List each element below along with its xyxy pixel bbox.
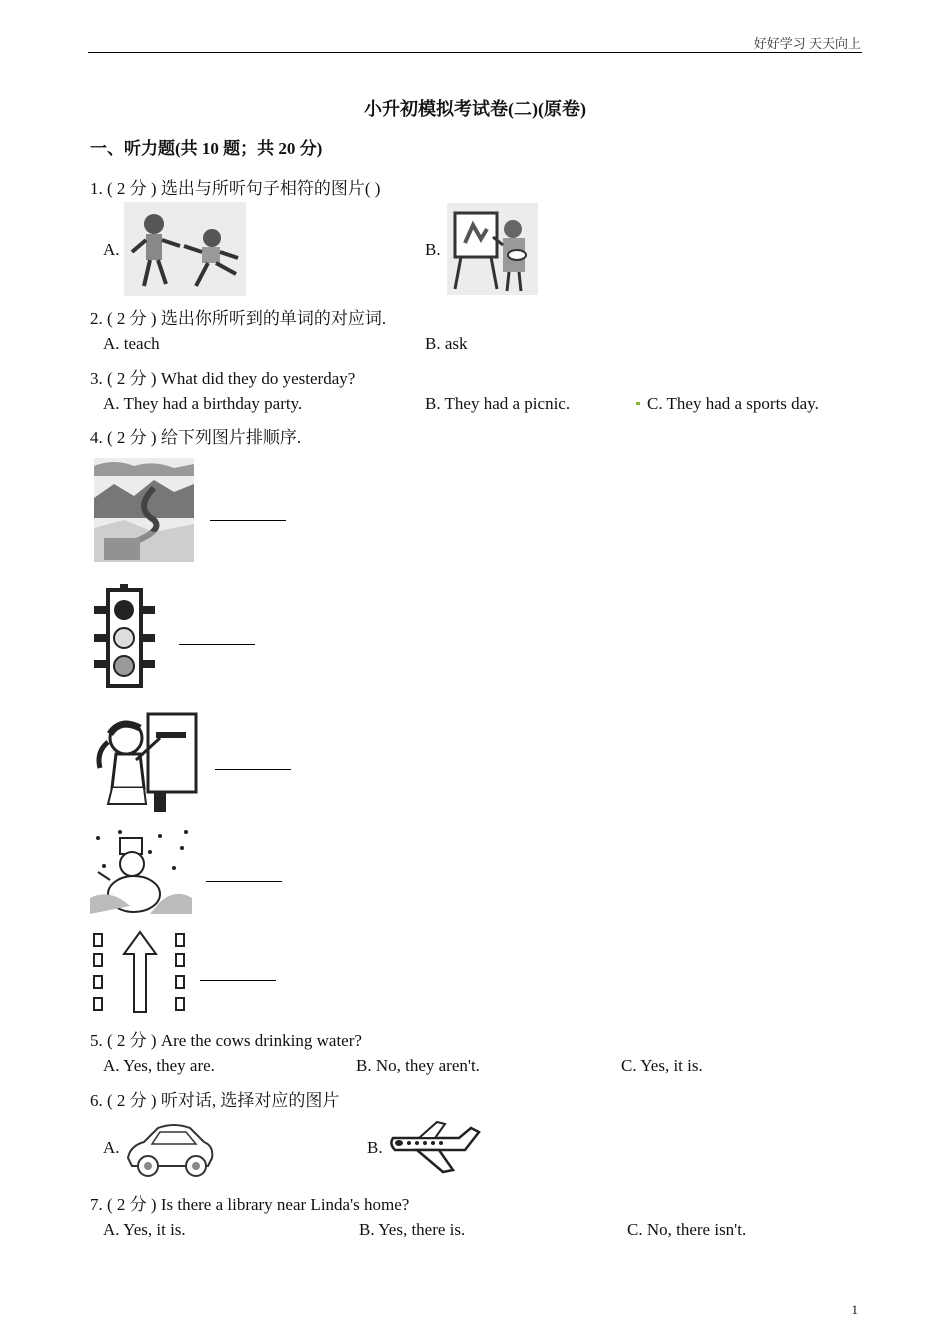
answer-blank-3[interactable] bbox=[215, 769, 291, 770]
airplane-picture bbox=[387, 1118, 482, 1176]
page-number: 1 bbox=[851, 1302, 858, 1317]
answer-blank-1[interactable] bbox=[210, 520, 286, 521]
question-5-stem: 5. ( 2 分 ) Are the cows drinking water? bbox=[90, 1031, 362, 1050]
question-5-option-c[interactable]: C. Yes, it is. bbox=[621, 1056, 703, 1075]
question-7-option-c[interactable]: C. No, there isn't. bbox=[627, 1220, 747, 1239]
header-divider bbox=[88, 52, 862, 53]
marker-dot bbox=[636, 402, 640, 405]
question-6-option-b[interactable]: B. bbox=[367, 1138, 383, 1157]
question-5-option-b[interactable]: B. No, they aren't. bbox=[356, 1056, 480, 1075]
question-1-option-a[interactable]: A. bbox=[103, 240, 120, 259]
question-6-stem: 6. ( 2 分 ) 听对话, 选择对应的图片 bbox=[90, 1091, 340, 1110]
question-2-stem: 2. ( 2 分 ) 选出你所听到的单词的对应词. bbox=[90, 309, 387, 328]
question-1-option-b[interactable]: B. bbox=[425, 240, 441, 259]
question-7-option-a[interactable]: A. Yes, it is. bbox=[103, 1220, 186, 1239]
skaters-picture bbox=[124, 202, 246, 296]
question-3-option-a[interactable]: A. They had a birthday party. bbox=[103, 394, 303, 413]
header-slogan: 好好学习 天天向上 bbox=[753, 36, 861, 51]
page-title: 小升初模拟考试卷(二)(原卷) bbox=[364, 99, 586, 119]
question-3-option-c[interactable]: C. They had a sports day. bbox=[647, 394, 819, 413]
question-3-stem: 3. ( 2 分 ) What did they do yesterday? bbox=[90, 369, 356, 388]
question-7-option-b[interactable]: B. Yes, there is. bbox=[359, 1220, 466, 1239]
great-wall-picture bbox=[94, 458, 194, 562]
snowman-picture bbox=[90, 828, 192, 914]
answer-blank-4[interactable] bbox=[206, 881, 282, 882]
question-4-stem: 4. ( 2 分 ) 给下列图片排顺序. bbox=[90, 428, 302, 447]
question-1-stem: 1. ( 2 分 ) 选出与所听句子相符的图片( ) bbox=[90, 179, 381, 198]
painter-picture bbox=[447, 203, 538, 295]
question-6-option-a[interactable]: A. bbox=[103, 1138, 120, 1157]
answer-blank-5[interactable] bbox=[200, 980, 276, 981]
question-3-option-b[interactable]: B. They had a picnic. bbox=[425, 394, 571, 413]
one-way-arrow-picture bbox=[92, 930, 188, 1014]
question-2-option-a[interactable]: A. teach bbox=[103, 334, 160, 353]
question-5-option-a[interactable]: A. Yes, they are. bbox=[103, 1056, 215, 1075]
traffic-light-picture bbox=[92, 584, 157, 688]
section-heading: 一、听力题(共 10 题；共 20 分) bbox=[90, 139, 323, 158]
girl-mailbox-picture bbox=[90, 712, 200, 812]
question-2-option-b[interactable]: B. ask bbox=[425, 334, 468, 353]
answer-blank-2[interactable] bbox=[179, 644, 255, 645]
car-picture bbox=[124, 1118, 216, 1180]
question-7-stem: 7. ( 2 分 ) Is there a library near Linda's home? bbox=[90, 1195, 410, 1214]
